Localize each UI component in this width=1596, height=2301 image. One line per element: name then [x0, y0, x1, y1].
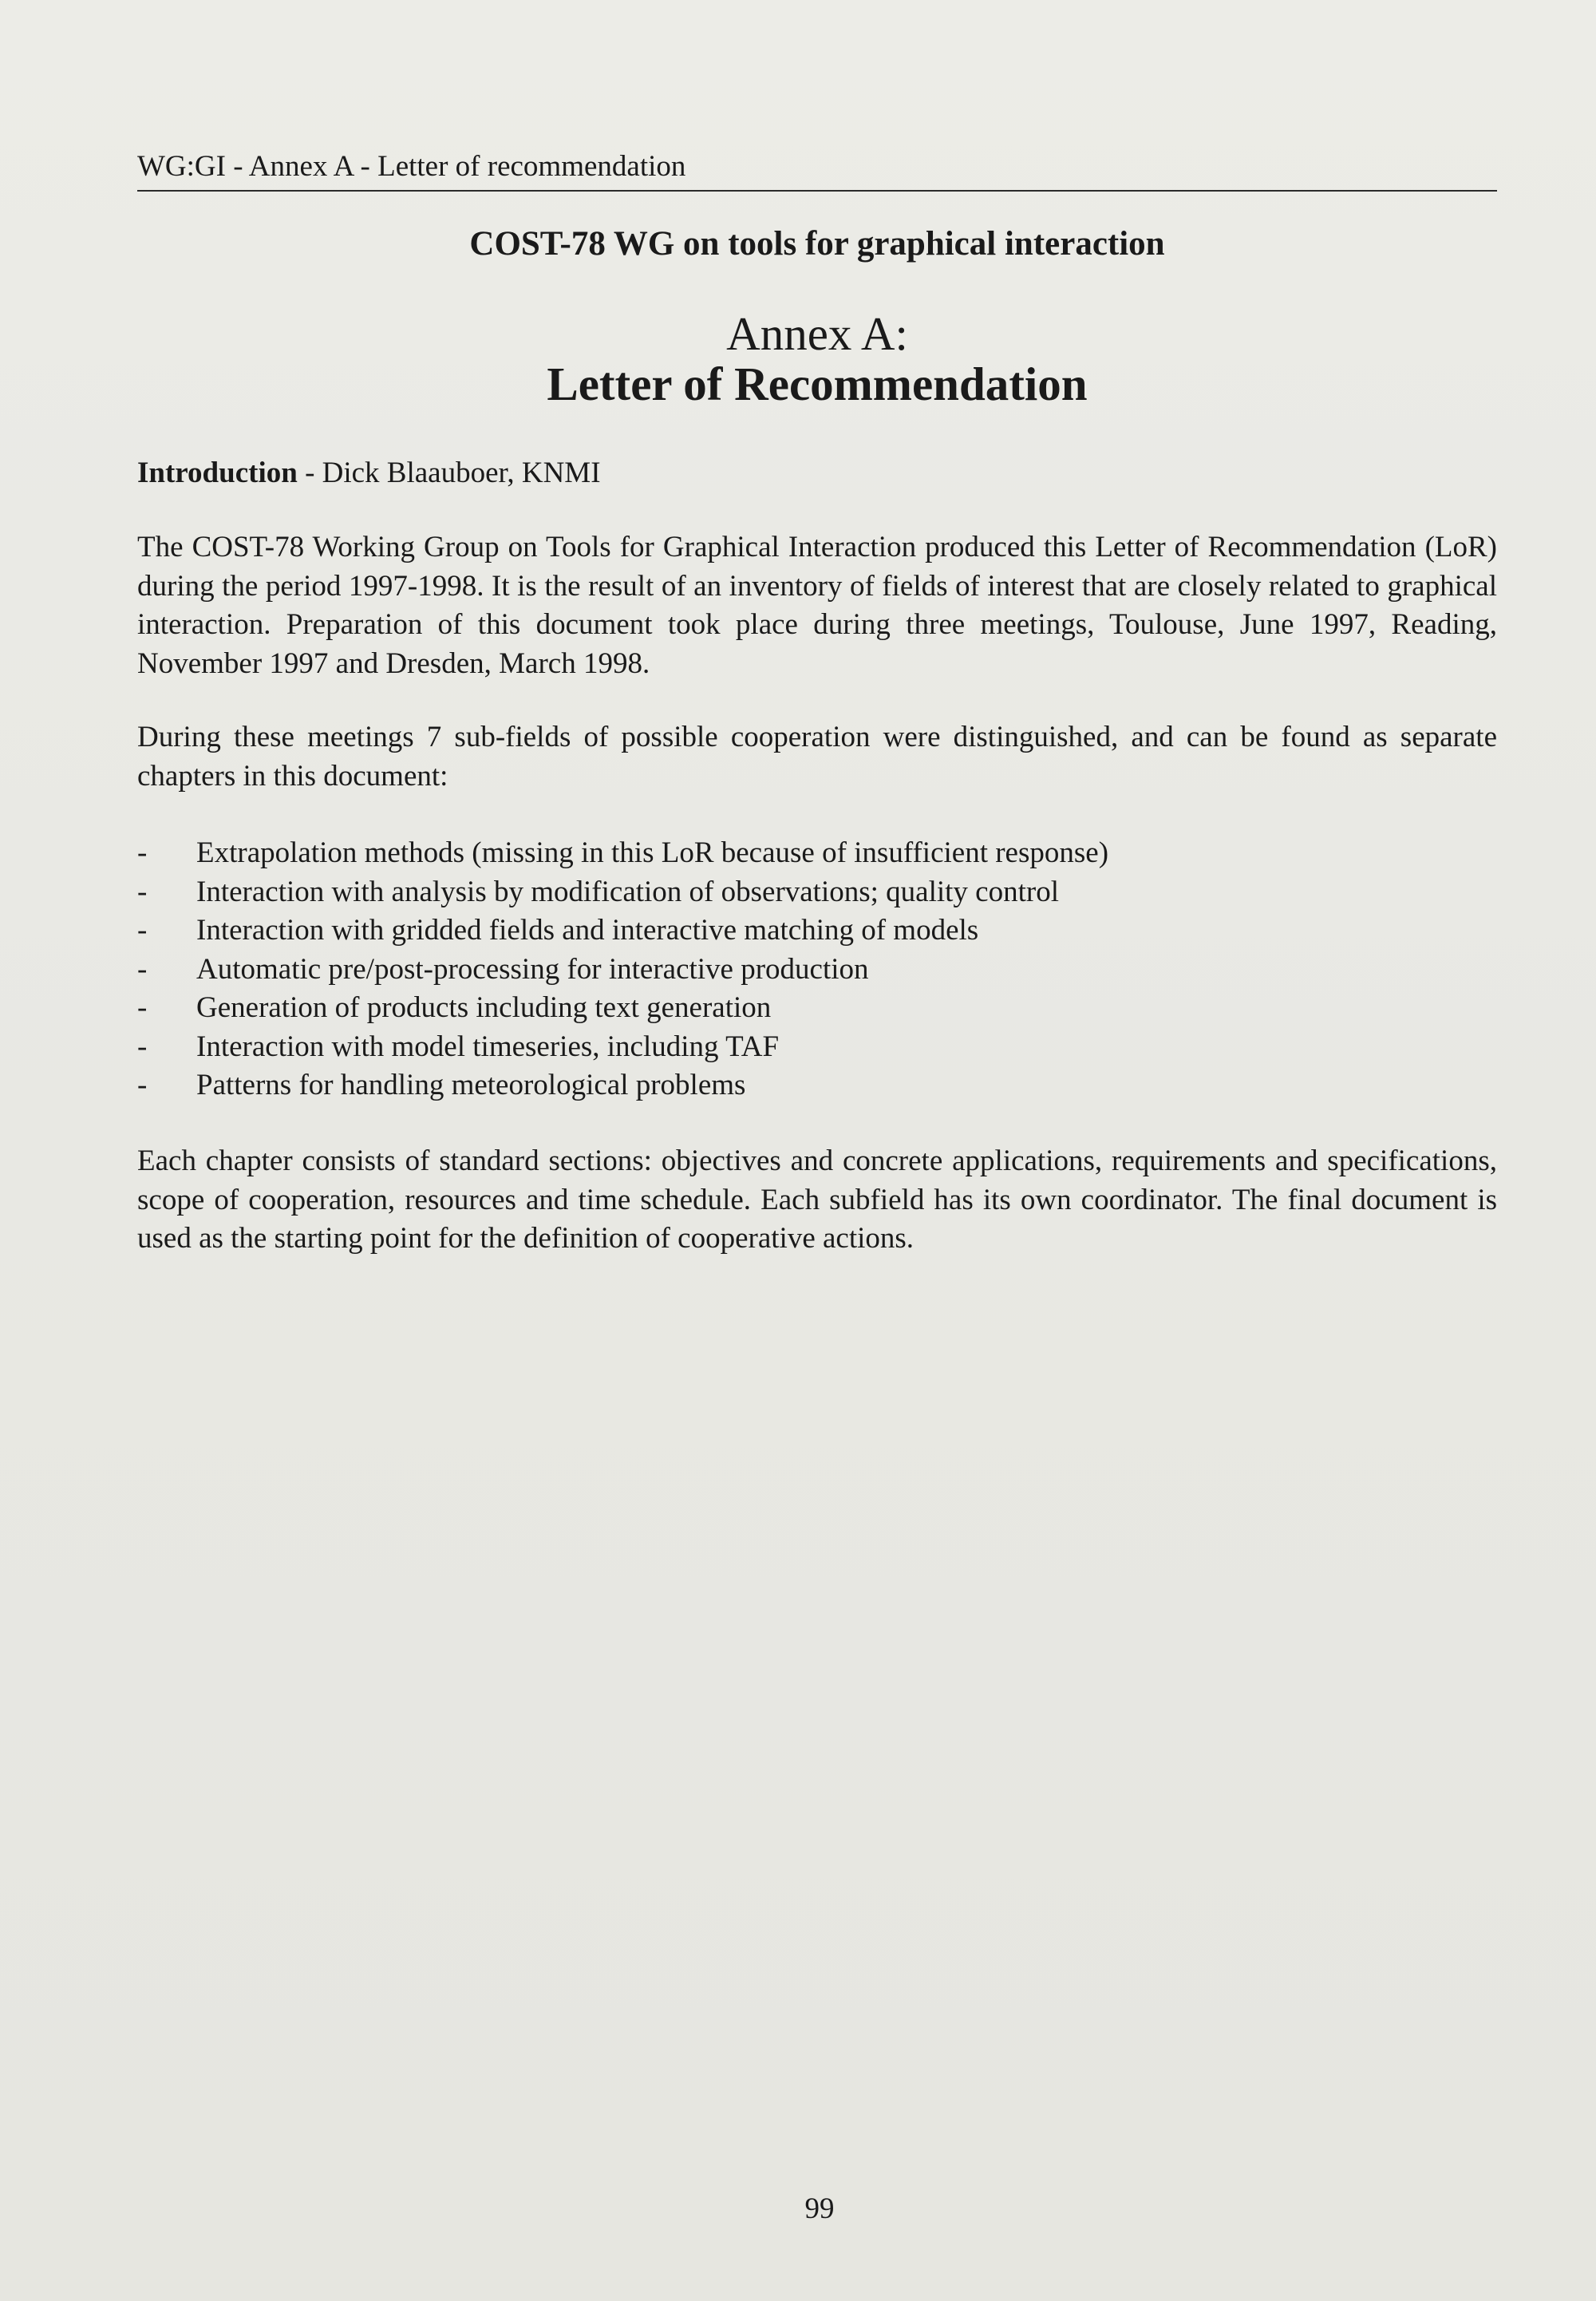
list-item: [137, 911, 1497, 951]
list-item-text: Generation of products including text generation: [196, 991, 772, 1024]
list-item: [137, 1028, 1497, 1067]
list-dash: -: [137, 952, 148, 986]
list-item-text: Interaction with model timeseries, including TAF: [196, 1030, 780, 1063]
list-item-text: Interaction with analysis by modification of observations; quality control: [196, 875, 1059, 908]
introduction-author: - Dick Blaauboer, KNMI: [297, 457, 601, 489]
document-title: Letter of Recommendation: [547, 358, 1088, 410]
list-dash: -: [137, 991, 148, 1024]
list-dash: -: [137, 914, 148, 947]
list-item: [137, 834, 1497, 873]
list-item: [137, 951, 1497, 990]
list-dash: -: [137, 875, 148, 908]
list-dash: -: [137, 1069, 148, 1101]
list-item-text: Extrapolation methods (missing in this LoR because of insufficient response): [196, 836, 1109, 869]
introduction-line: [137, 454, 1497, 492]
list-dash: -: [137, 1030, 148, 1063]
introduction-label: Introduction: [137, 457, 298, 489]
list-item: [137, 1066, 1497, 1105]
list-item-text: Patterns for handling meteorological problems: [196, 1069, 746, 1101]
annex-title: Annex A:: [726, 307, 908, 360]
working-group-title: COST-78 WG on tools for graphical interaction: [469, 225, 1165, 263]
running-header: WG:GI - Annex A - Letter of recommendation: [137, 148, 1497, 192]
list-item-text: Automatic pre/post-processing for interactive production: [196, 952, 869, 986]
page-number: 99: [804, 2192, 835, 2225]
list-item-text: Interaction with gridded fields and interactive matching of models: [196, 914, 979, 947]
list-item: [137, 989, 1497, 1028]
list-dash: -: [137, 836, 148, 869]
subfields-list: [137, 834, 1497, 1105]
paragraph-overview: The COST-78 Working Group on Tools for Graphical Interaction produced this Letter of Recommendation (LoR) during the period 1997-1998. It is the result of an inventory of fields of interest that are closely related to graphical interaction. Preparation of this document took place during three meetings, Toulouse, June 1997, Reading, November 1997 and Dresden, March 1998.: [137, 531, 1497, 680]
list-item: [137, 873, 1497, 912]
paragraph-chapter-structure: Each chapter consists of standard sections: objectives and concrete applications, requirements and specifications, scope of cooperation, resources and time schedule. Each subfield has its own coordinator. The final document is used as the starting point for the definition of cooperative actions.: [137, 1145, 1497, 1255]
paragraph-subfields-intro: During these meetings 7 sub-fields of possible cooperation were distinguished, and can be found as separate chapters in this document:: [137, 721, 1497, 793]
